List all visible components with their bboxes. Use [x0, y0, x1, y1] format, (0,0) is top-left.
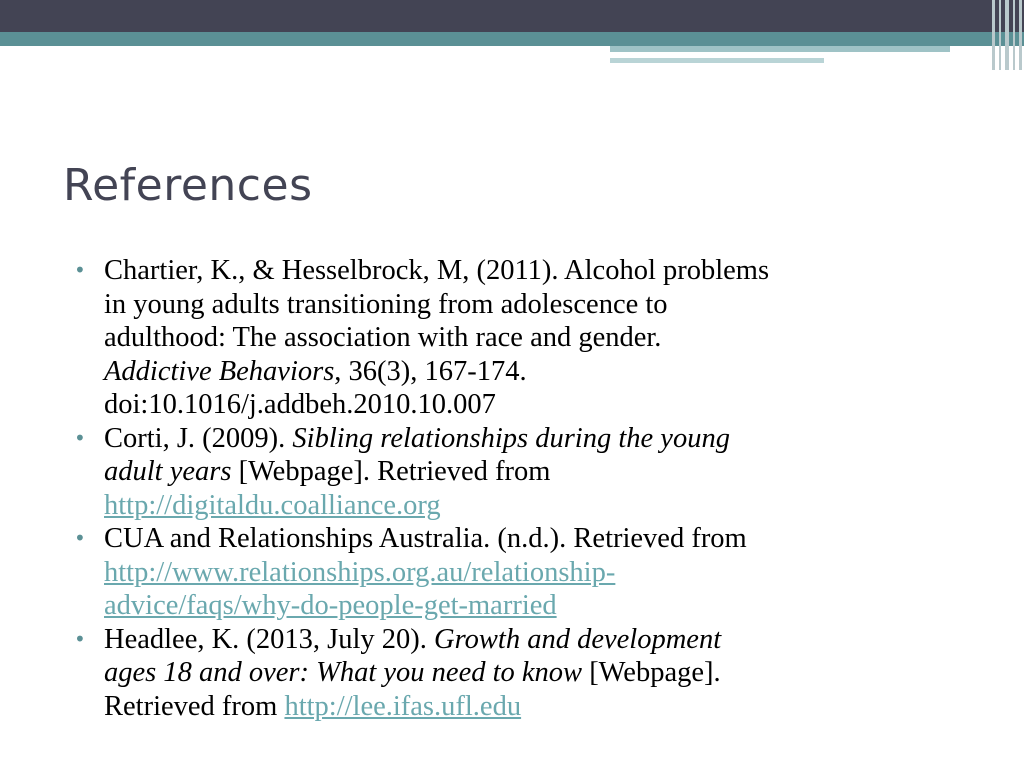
- reference-text: [Webpage]. Retrieved from: [231, 456, 551, 487]
- reference-item: [74, 522, 974, 623]
- reference-list: [74, 254, 974, 723]
- work-title: Growth and development: [434, 623, 722, 655]
- work-title: ages 18 and over: What you need to know: [104, 657, 583, 688]
- reference-text: Headlee, K. (2013, July 20).: [104, 623, 435, 655]
- slide-title: References: [63, 160, 313, 211]
- reference-item: [74, 422, 974, 523]
- bullet-icon: •: [74, 626, 86, 651]
- bullet-icon: •: [74, 526, 86, 550]
- journal-title: Addictive Behaviors: [104, 355, 335, 387]
- accent-stripe: [610, 46, 950, 52]
- reference-item: [74, 254, 974, 422]
- reference-text: CUA and Relationships Australia. (n.d.). Retrieved from: [104, 523, 747, 554]
- accent-bar: [0, 32, 1024, 46]
- reference-link[interactable]: http://digitaldu.coalliance.org: [104, 489, 441, 521]
- reference-link[interactable]: http://lee.ifas.ufl.edu: [284, 690, 522, 722]
- bullet-icon: •: [74, 258, 86, 282]
- reference-text: Corti, J. (2009).: [104, 422, 293, 454]
- reference-text: [Webpage].: [582, 657, 721, 688]
- reference-link[interactable]: [104, 557, 615, 622]
- work-title: adult years: [104, 456, 232, 487]
- reference-text: in young adults transitioning from adolescence to: [104, 288, 668, 320]
- reference-link-line[interactable]: advice/faqs/why-do-people-get-married: [104, 590, 557, 621]
- reference-text: Retrieved from: [104, 690, 285, 722]
- corner-decoration: [988, 0, 1024, 70]
- accent-stripe-short: [610, 58, 824, 63]
- reference-item: [74, 623, 974, 724]
- volume-pages: , 36(3), 167-174.: [334, 355, 527, 387]
- work-title: Sibling relationships during the young: [292, 422, 730, 454]
- doi-text: doi:10.1016/j.addbeh.2010.10.007: [104, 389, 496, 420]
- reference-text: adulthood: The association with race and gender.: [104, 322, 662, 353]
- reference-link-line[interactable]: http://www.relationships.org.au/relationship-: [104, 556, 616, 588]
- header-bar: [0, 0, 1024, 32]
- reference-text: Chartier, K., & Hesselbrock, M, (2011). Alcohol problems: [104, 255, 770, 286]
- bullet-icon: •: [74, 425, 86, 450]
